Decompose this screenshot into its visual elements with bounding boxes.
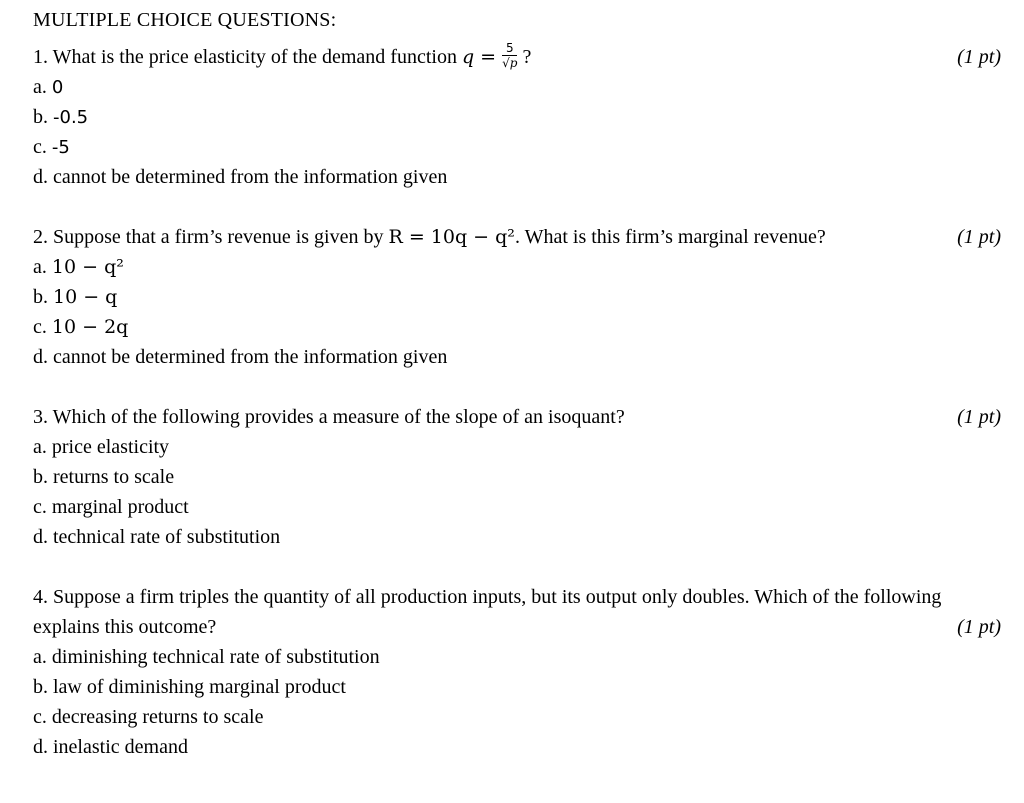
question-3-stem (33, 402, 1003, 432)
question-4-text: 4. Suppose a firm triples the quantity of all production inputs, but its output only doubles. Which of the following explains this outcome? (33, 586, 942, 639)
option-c[interactable] (33, 312, 1003, 342)
question-3-points: (1 pt) (957, 406, 1001, 429)
option-d[interactable] (33, 732, 1003, 762)
option-d[interactable] (33, 522, 1003, 552)
option-prefix: d. (33, 346, 53, 369)
option-b[interactable] (33, 102, 1003, 132)
option-prefix: d. (33, 166, 53, 189)
option-text: diminishing technical rate of substitution (51, 646, 380, 669)
question-1-stem (33, 42, 1003, 72)
question-4 (33, 582, 1003, 762)
question-1-text: 1. What is the price elasticity of the demand function (33, 46, 462, 68)
question-1-math (462, 46, 502, 68)
option-prefix: a. (33, 76, 52, 99)
fraction-numerator: 5 (502, 42, 517, 56)
option-prefix: d. (33, 736, 53, 759)
option-text: 10 − 2q (51, 316, 129, 339)
question-4-stem (33, 582, 1003, 642)
option-text: inelastic demand (53, 736, 188, 759)
option-a[interactable] (33, 72, 1003, 102)
option-prefix: d. (33, 526, 53, 549)
option-d[interactable] (33, 342, 1003, 372)
option-text: 10 − q² (51, 256, 124, 279)
question-2-text-end: . What is this firm’s marginal revenue? (514, 226, 826, 249)
page-title: MULTIPLE CHOICE QUESTIONS: (33, 9, 337, 31)
question-4-points: (1 pt) (957, 616, 1001, 639)
question-1-text-end: ? (517, 46, 532, 68)
question-3-text: 3. Which of the following provides a measure of the slope of an isoquant? (33, 406, 625, 429)
option-text: 10 − q (53, 286, 118, 309)
option-c[interactable] (33, 132, 1003, 162)
question-2-math: R = 10q − q² (388, 226, 515, 249)
question-1-fraction (502, 42, 517, 70)
question-1 (33, 42, 1003, 192)
option-prefix: b. (33, 676, 53, 699)
option-text: cannot be determined from the information given (53, 166, 448, 189)
option-text: cannot be determined from the information given (53, 346, 448, 369)
option-prefix: c. (33, 496, 52, 519)
option-a[interactable] (33, 642, 1003, 672)
option-prefix: a. (33, 646, 52, 669)
option-text: 0 (51, 77, 64, 99)
option-b[interactable] (33, 282, 1003, 312)
document (33, 6, 1003, 762)
option-text: decreasing returns to scale (51, 706, 264, 729)
question-2 (33, 222, 1003, 372)
question-1-points: (1 pt) (957, 46, 1001, 68)
question-2-text: 2. Suppose that a firm’s revenue is given by (33, 226, 389, 249)
question-1-math-var: q (461, 46, 475, 68)
question-1-math-eq: = (474, 46, 503, 68)
option-c[interactable] (33, 492, 1003, 522)
option-prefix: b. (33, 286, 53, 309)
question-4-options (33, 642, 1003, 762)
option-text: technical rate of substitution (53, 526, 281, 549)
option-b[interactable] (33, 672, 1003, 702)
question-2-options (33, 252, 1003, 372)
fraction-denominator: √p (502, 56, 518, 71)
option-text: marginal product (51, 496, 189, 519)
option-prefix: c. (33, 706, 52, 729)
option-prefix: a. (33, 256, 52, 279)
question-1-options (33, 72, 1003, 192)
option-prefix: b. (33, 466, 53, 489)
option-a[interactable] (33, 432, 1003, 462)
option-c[interactable] (33, 702, 1003, 732)
question-3 (33, 402, 1003, 552)
option-text: -5 (51, 137, 70, 159)
question-2-points: (1 pt) (957, 226, 1001, 249)
option-prefix: a. (33, 436, 52, 459)
option-prefix: c. (33, 316, 52, 339)
option-text: law of diminishing marginal product (53, 676, 346, 699)
option-d[interactable] (33, 162, 1003, 192)
option-text: -0.5 (53, 107, 89, 129)
option-text: returns to scale (53, 466, 175, 489)
option-b[interactable] (33, 462, 1003, 492)
option-text: price elasticity (51, 436, 170, 459)
option-a[interactable] (33, 252, 1003, 282)
question-2-stem (33, 222, 1003, 252)
question-3-options (33, 432, 1003, 552)
option-prefix: c. (33, 136, 52, 159)
option-prefix: b. (33, 106, 53, 129)
